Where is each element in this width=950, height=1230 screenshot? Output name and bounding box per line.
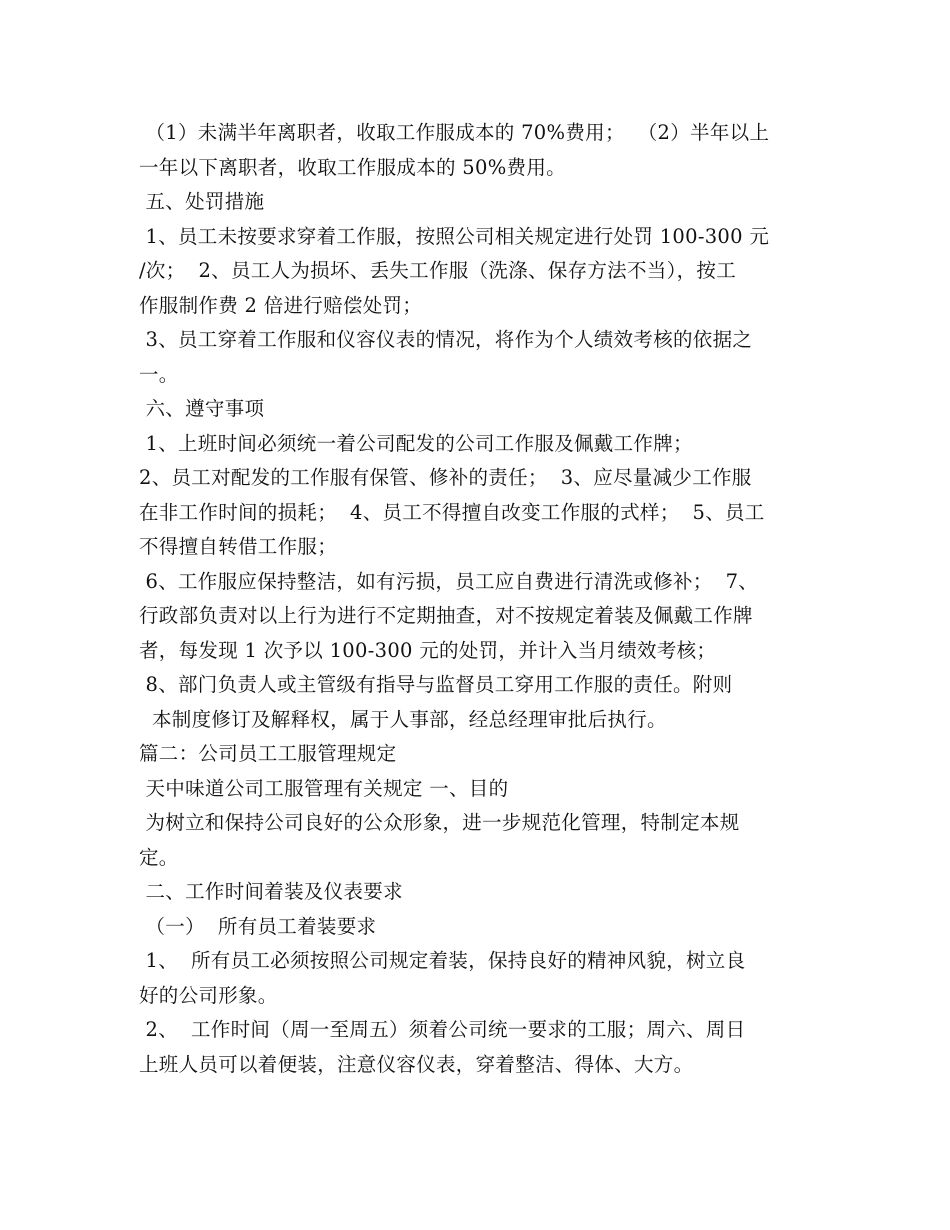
text-line: 1、员工未按要求穿着工作服，按照公司相关规定进行处罚 100-300 元 — [139, 224, 770, 248]
text-line: 者，每发现 1 次予以 100-300 元的处罚，并计入当月绩效考核； — [139, 638, 717, 662]
text-line: 定。 — [139, 845, 179, 869]
text-line: 6、工作服应保持整洁，如有污损，员工应自费进行清洗或修补； 7、 — [139, 569, 759, 593]
text-line: 1、 所有员工必须按照公司规定着装，保持良好的精神风貌，树立良 — [139, 949, 746, 972]
text-line: 2、 工作时间（周一至周五）须着公司统一要求的工服；周六、周日 — [139, 1018, 746, 1041]
document-body — [139, 116, 819, 1082]
text-line: 在非工作时间的损耗； 4、员工不得擅自改变工作服的式样； 5、员工 — [139, 500, 765, 524]
subsection-heading: （一） 所有员工着装要求 — [139, 914, 377, 938]
text-line: 8、部门负责人或主管级有指导与监督员工穿用工作服的责任。附则 — [139, 673, 733, 696]
text-line: 一。 — [139, 362, 179, 386]
chapter-heading: 篇二：公司员工工服管理规定 — [139, 742, 397, 765]
text-line: 上班人员可以着便装，注意仪容仪表，穿着整洁、得体、大方。 — [139, 1052, 694, 1076]
text-line: 一年以下离职者，收取工作服成本的 50%费用。 — [139, 155, 566, 179]
text-line: 天中味道公司工服管理有关规定 一、目的 — [139, 776, 509, 800]
section-heading: 二、工作时间着装及仪表要求 — [139, 880, 403, 903]
text-line: 不得擅自转借工作服； — [139, 535, 338, 558]
text-line: 本制度修订及解释权，属于人事部，经总经理审批后执行。 — [139, 707, 667, 731]
text-line: 3、员工穿着工作服和仪容仪表的情况，将作为个人绩效考核的依据之 — [139, 328, 753, 351]
section-heading: 五、处罚措施 — [139, 190, 265, 213]
section-heading: 六、遵守事项 — [139, 397, 265, 420]
text-line: 为树立和保持公司良好的公众形象，进一步规范化管理，特制定本规 — [139, 811, 740, 834]
text-line: （1）未满半年离职者，收取工作服成本的 70%费用； （2）半年以上 — [139, 121, 770, 144]
text-line: 1、上班时间必须统一着公司配发的公司工作服及佩戴工作牌； — [139, 431, 693, 455]
text-line: 2、员工对配发的工作服有保管、修补的责任； 3、应尽量减少工作服 — [139, 466, 752, 489]
text-line: 作服制作费 2 倍进行赔偿处罚； — [139, 293, 423, 317]
text-line: /次； 2、员工人为损坏、丢失工作服（洗涤、保存方法不当），按工 — [139, 259, 737, 282]
text-line: 行政部负责对以上行为进行不定期抽查，对不按规定着装及佩戴工作牌 — [139, 604, 753, 627]
text-line: 好的公司形象。 — [139, 983, 278, 1007]
